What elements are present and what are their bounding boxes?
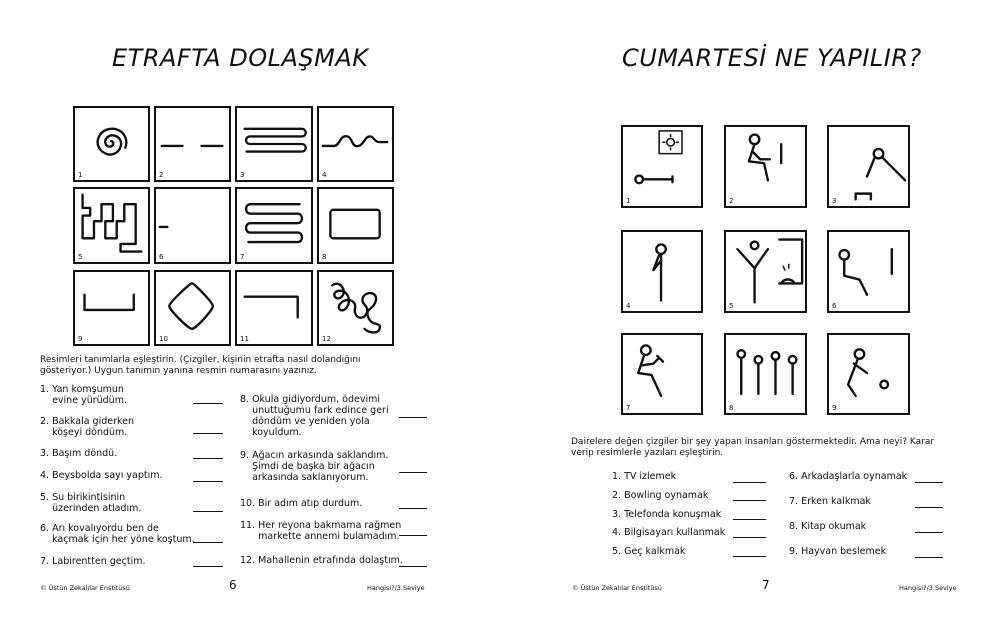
answer-blank[interactable]	[193, 542, 223, 543]
answer-blank[interactable]	[193, 511, 223, 512]
right-item-1: 1. TV izlemek	[612, 471, 677, 482]
right-item-8: 8. Kitap okumak	[789, 521, 867, 532]
wavy-bump-icon	[319, 108, 392, 180]
item-text: 10. Bir adım atıp durdum.	[240, 498, 363, 509]
u-bracket-icon	[75, 272, 148, 344]
item-text: döndüm ve yeniden yola	[240, 416, 370, 427]
picture-number: 7	[240, 253, 245, 261]
picture-number: 12	[322, 335, 331, 343]
picture-box-11	[235, 270, 313, 346]
left-item-5	[40, 492, 141, 514]
item-text: 6. Arı kovalıyordu ben de	[40, 523, 159, 534]
item-text: unuttuğumu fark edince geri	[240, 405, 389, 416]
left-page-number: 6	[229, 578, 237, 592]
picture-number: 6	[832, 302, 837, 310]
picture-number: 4	[322, 171, 327, 179]
left-item-12	[240, 555, 403, 566]
right-item-5: 5. Geç kalkmak	[612, 546, 686, 557]
picture-number: 3	[240, 171, 245, 179]
picture-number: 9	[78, 335, 83, 343]
answer-blank[interactable]	[193, 481, 223, 482]
diamond-loop-icon	[156, 272, 229, 344]
left-item-11	[240, 520, 401, 542]
answer-blank[interactable]	[733, 556, 766, 557]
picture-box-1	[73, 106, 150, 182]
right-item-2: 2. Bowling oynamak	[612, 490, 709, 501]
picture-number: 4	[626, 302, 631, 310]
right-item-3: 3. Telefonda konuşmak	[612, 509, 722, 520]
item-text: 7. Labirentten geçtim.	[40, 556, 146, 567]
left-footer-copyright: © Üstün Zekalılar Enstitüsü	[40, 584, 130, 592]
item-text: 8. Okula gidiyordum, ödevimi	[240, 394, 380, 405]
right-page-title: CUMARTESİ NE YAPILIR?	[622, 44, 922, 72]
item-text: üzerinden atladım.	[40, 503, 142, 514]
activity-box-9	[827, 333, 910, 415]
answer-blank[interactable]	[915, 482, 943, 483]
picture-number: 11	[240, 335, 249, 343]
answer-blank[interactable]	[399, 417, 427, 418]
item-text: arkasında saklanıyorum.	[240, 472, 369, 483]
picture-number: 8	[322, 253, 327, 261]
answer-blank[interactable]	[399, 535, 427, 536]
left-item-4	[40, 470, 163, 481]
maze-path-icon	[75, 189, 148, 262]
picture-number: 6	[159, 253, 164, 261]
short-dash-icon	[156, 189, 229, 262]
left-item-2	[40, 416, 134, 438]
right-page-number: 7	[762, 578, 770, 592]
picture-box-4	[317, 106, 394, 182]
answer-blank[interactable]	[193, 403, 223, 404]
group-of-friends-icon	[726, 335, 805, 413]
picture-box-2	[154, 106, 231, 182]
picture-number: 1	[626, 197, 631, 205]
item-text: markette annemi bulamadım.	[240, 531, 400, 542]
zigzag-loop-icon	[237, 108, 311, 180]
item-text: koyuldum.	[240, 427, 302, 438]
item-text: 1. Yan komşumun	[40, 384, 124, 395]
picture-box-5	[73, 187, 150, 264]
answer-blank[interactable]	[399, 508, 427, 509]
figure-with-pet-icon	[829, 335, 908, 413]
answer-blank[interactable]	[733, 519, 766, 520]
left-item-3	[40, 448, 117, 459]
item-text: kaçmak için her yöne koştum.	[40, 534, 195, 545]
picture-number: 1	[78, 171, 83, 179]
reading-chair-figure-icon	[623, 335, 701, 413]
spiral-path-icon	[75, 108, 148, 180]
picture-box-3	[235, 106, 313, 182]
left-page-title: ETRAFTA DOLAŞMAK	[112, 44, 369, 72]
item-text: 4. Beysbolda sayı yaptım.	[40, 470, 163, 481]
picture-number: 5	[729, 302, 734, 310]
corner-line-icon	[237, 272, 311, 344]
answer-blank[interactable]	[915, 557, 943, 558]
right-instructions: Dairelere değen çizgiler bir şey yapan insanları göstermektedir. Ama neyi? Karar verip resimlerle yazıları eşleştirin.	[571, 437, 935, 458]
answer-blank[interactable]	[399, 566, 427, 567]
item-text: 2. Bakkala giderken	[40, 416, 135, 427]
answer-blank[interactable]	[733, 537, 766, 538]
picture-box-6	[154, 187, 231, 264]
sitting-tv-figure-icon	[829, 232, 908, 311]
picture-number: 7	[626, 404, 631, 412]
right-item-6: 6. Arkadaşlarla oynamak	[789, 471, 908, 482]
left-item-1	[40, 384, 127, 406]
activity-box-6	[827, 230, 910, 313]
right-footer-series: Hangisi?/3.Seviye	[899, 584, 957, 592]
left-instructions: Resimleri tanımlarla eşleştirin. (Çizgiler, kişinin etrafta nasıl dolandığını gösteriyor.) Uygun tanımın yanına resmin numarasını yazınız.	[40, 355, 361, 376]
waking-alarm-figure-icon	[726, 232, 805, 311]
sitting-at-computer-icon	[726, 127, 805, 206]
picture-box-9	[73, 270, 150, 346]
picture-box-12	[317, 270, 394, 346]
picture-box-7	[235, 187, 313, 264]
activity-box-8	[724, 333, 807, 415]
left-item-10	[240, 498, 362, 509]
bowling-figure-icon	[829, 127, 908, 206]
answer-blank[interactable]	[193, 433, 223, 434]
activity-box-2	[724, 125, 807, 208]
item-text: Şimdi de başka bir ağacın	[240, 461, 375, 472]
activity-box-7	[621, 333, 703, 415]
activity-box-5	[724, 230, 807, 313]
activity-box-3	[827, 125, 910, 208]
rounded-rectangle-icon	[319, 189, 392, 262]
left-footer-series: Hangisi?/3.Seviye	[367, 584, 425, 592]
item-text: köşeyi döndüm.	[40, 427, 128, 438]
broken-line-icon	[156, 108, 229, 180]
answer-blank[interactable]	[193, 566, 223, 567]
picture-number: 8	[729, 404, 734, 412]
picture-box-8	[317, 187, 394, 264]
answer-blank[interactable]	[915, 532, 943, 533]
answer-blank[interactable]	[915, 507, 943, 508]
left-item-9	[240, 450, 388, 483]
item-text: 11. Her reyona bakmama rağmen	[240, 520, 402, 531]
picture-number: 2	[159, 171, 164, 179]
answer-blank[interactable]	[733, 500, 766, 501]
serpentine-icon	[237, 189, 311, 262]
item-text: evine yürüdüm.	[40, 395, 127, 406]
picture-number: 3	[832, 197, 837, 205]
answer-blank[interactable]	[399, 472, 427, 473]
activity-box-1	[621, 125, 703, 208]
lying-in-bed-sun-icon	[623, 127, 701, 206]
item-text: 12. Mahallenin etrafında dolaştım.	[240, 555, 403, 566]
picture-box-10	[154, 270, 231, 346]
left-item-7	[40, 556, 146, 567]
picture-number: 9	[832, 404, 837, 412]
answer-blank[interactable]	[733, 482, 766, 483]
item-text: 3. Başım döndü.	[40, 448, 118, 459]
picture-number: 10	[159, 335, 168, 343]
activity-box-4	[621, 230, 703, 313]
item-text: 9. Ağacın arkasında saklandım.	[240, 450, 389, 461]
left-item-6	[40, 523, 195, 545]
picture-number: 2	[729, 197, 734, 205]
right-item-9: 9. Hayvan beslemek	[789, 546, 887, 557]
right-footer-copyright: © Üstün Zekalılar Enstitüsü	[572, 584, 662, 592]
scribble-loop-icon	[319, 272, 392, 344]
right-item-7: 7. Erken kalkmak	[789, 496, 871, 507]
right-item-4: 4. Bilgisayarı kullanmak	[612, 527, 726, 538]
phone-call-figure-icon	[623, 232, 701, 311]
answer-blank[interactable]	[193, 458, 223, 459]
left-item-8	[240, 394, 389, 438]
item-text: 5. Su birikintisinin	[40, 492, 126, 503]
picture-number: 5	[78, 253, 83, 261]
